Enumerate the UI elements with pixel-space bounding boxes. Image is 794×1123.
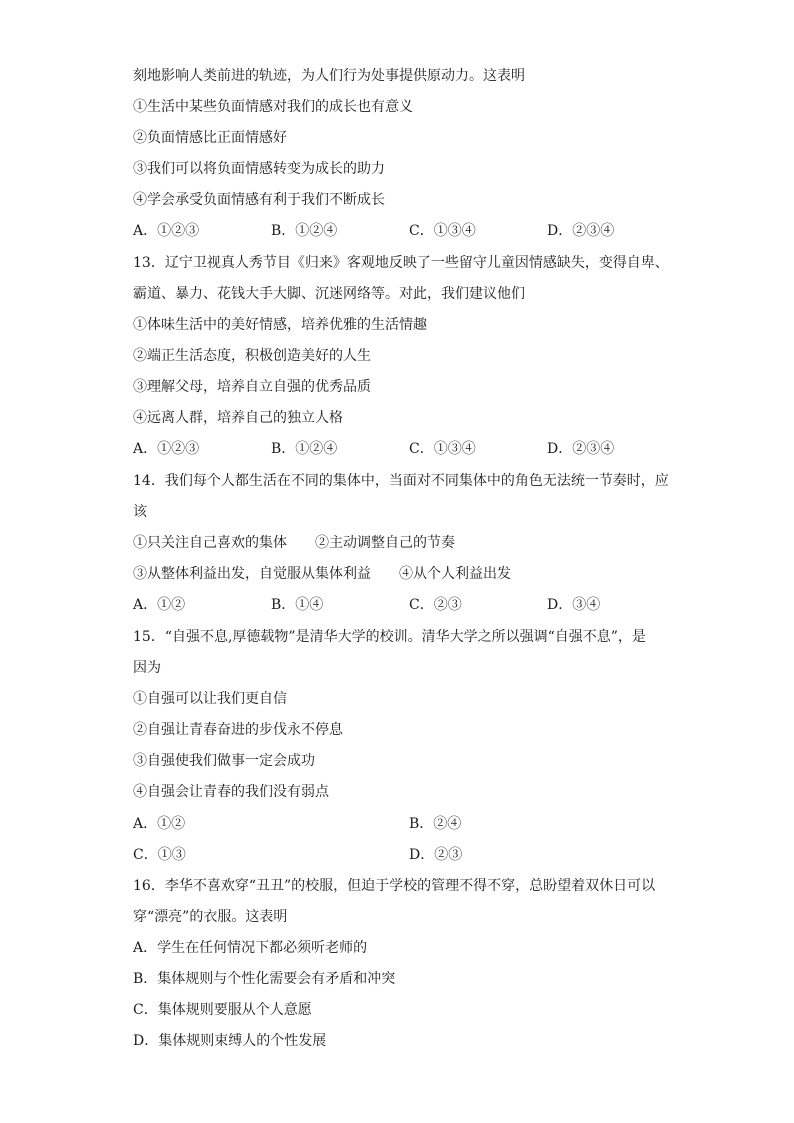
q14-items-row1: ①只关注自己喜欢的集体 ②主动调整自己的节奏	[133, 535, 455, 551]
q14-options	[133, 595, 673, 615]
q16-option-b[interactable]: B．集体规则与个性化需要会有矛盾和冲突	[133, 971, 396, 987]
q13-options	[133, 439, 673, 459]
q14-option-b[interactable]: B．①④	[271, 597, 324, 613]
q15-stem-line1: 15．“自强不息,厚德载物”是清华大学的校训。清华大学之所以强调“自强不息”，是	[133, 629, 646, 645]
q12-item-4: ④学会承受负面情感有利于我们不断成长	[133, 192, 385, 208]
q15-item-1: ①自强可以让我们更自信	[133, 691, 287, 707]
q12-item-3: ③我们可以将负面情感转变为成长的助力	[133, 161, 385, 177]
q15-option-c[interactable]: C．①③	[133, 847, 186, 863]
q15-options-row2	[133, 845, 673, 865]
q15-option-d[interactable]: D．②③	[409, 847, 463, 863]
q13-option-d[interactable]: D．②③④	[547, 441, 615, 457]
q16-stem-line1: 16．李华不喜欢穿“丑丑”的校服，但迫于学校的管理不得不穿，总盼望着双休日可以	[133, 878, 656, 894]
q15-option-b[interactable]: B．②④	[409, 816, 462, 832]
q13-option-c[interactable]: C．①③④	[409, 441, 476, 457]
q14-option-c[interactable]: C．②③	[409, 597, 462, 613]
q13-stem-line1: 13．辽宁卫视真人秀节目《归来》客观地反映了一些留守儿童因情感缺失，变得自卑、	[133, 255, 669, 271]
q15-item-2: ②自强让青春奋进的步伐永不停息	[133, 722, 343, 738]
q14-option-d[interactable]: D．③④	[547, 597, 601, 613]
q12-option-c[interactable]: C．①③④	[409, 223, 476, 239]
q13-item-1: ①体味生活中的美好情感，培养优雅的生活情趣	[133, 317, 427, 333]
q12-option-b[interactable]: B．①②④	[271, 223, 338, 239]
q12-item-2: ②负面情感比正面情感好	[133, 130, 287, 146]
q13-option-b[interactable]: B．①②④	[271, 441, 338, 457]
q13-option-a[interactable]: A．①②③	[133, 441, 200, 457]
q16-option-a[interactable]: A．学生在任何情况下都必须听老师的	[133, 940, 368, 956]
q14-stem-line2: 该	[133, 504, 147, 520]
q12-item-1: ①生活中某些负面情感对我们的成长也有意义	[133, 99, 413, 115]
q13-item-2: ②端正生活态度，积极创造美好的人生	[133, 348, 371, 364]
q12-option-a[interactable]: A．①②③	[133, 223, 200, 239]
q15-stem-line2: 因为	[133, 660, 161, 676]
q12-options	[133, 221, 673, 241]
q13-stem-line2: 霸道、暴力、花钱大手大脚、沉迷网络等。对此，我们建议他们	[133, 286, 525, 302]
q14-items-row2: ③从整体利益出发，自觉服从集体利益 ④从个人利益出发	[133, 566, 511, 582]
q15-item-4: ④自强会让青春的我们没有弱点	[133, 784, 329, 800]
q12-stem-tail: 刻地影响人类前进的轨迹，为人们行为处事提供原动力。这表明	[133, 68, 525, 84]
q16-stem-line2: 穿“漂亮”的衣服。这表明	[133, 909, 288, 925]
q16-option-d[interactable]: D．集体规则束缚人的个性发展	[133, 1033, 327, 1049]
q15-item-3: ③自强使我们做事一定会成功	[133, 753, 315, 769]
q13-item-3: ③理解父母，培养自立自强的优秀品质	[133, 379, 371, 395]
q16-option-c[interactable]: C．集体规则要服从个人意愿	[133, 1002, 312, 1018]
q15-option-a[interactable]: A．①②	[133, 816, 186, 832]
q14-stem-line1: 14．我们每个人都生活在不同的集体中，当面对不同集体中的角色无法统一节奏时，应	[133, 473, 669, 489]
q13-item-4: ④远离人群，培养自己的独立人格	[133, 410, 343, 426]
q15-options-row1	[133, 814, 673, 834]
q12-option-d[interactable]: D．②③④	[547, 223, 615, 239]
q14-option-a[interactable]: A．①②	[133, 597, 186, 613]
